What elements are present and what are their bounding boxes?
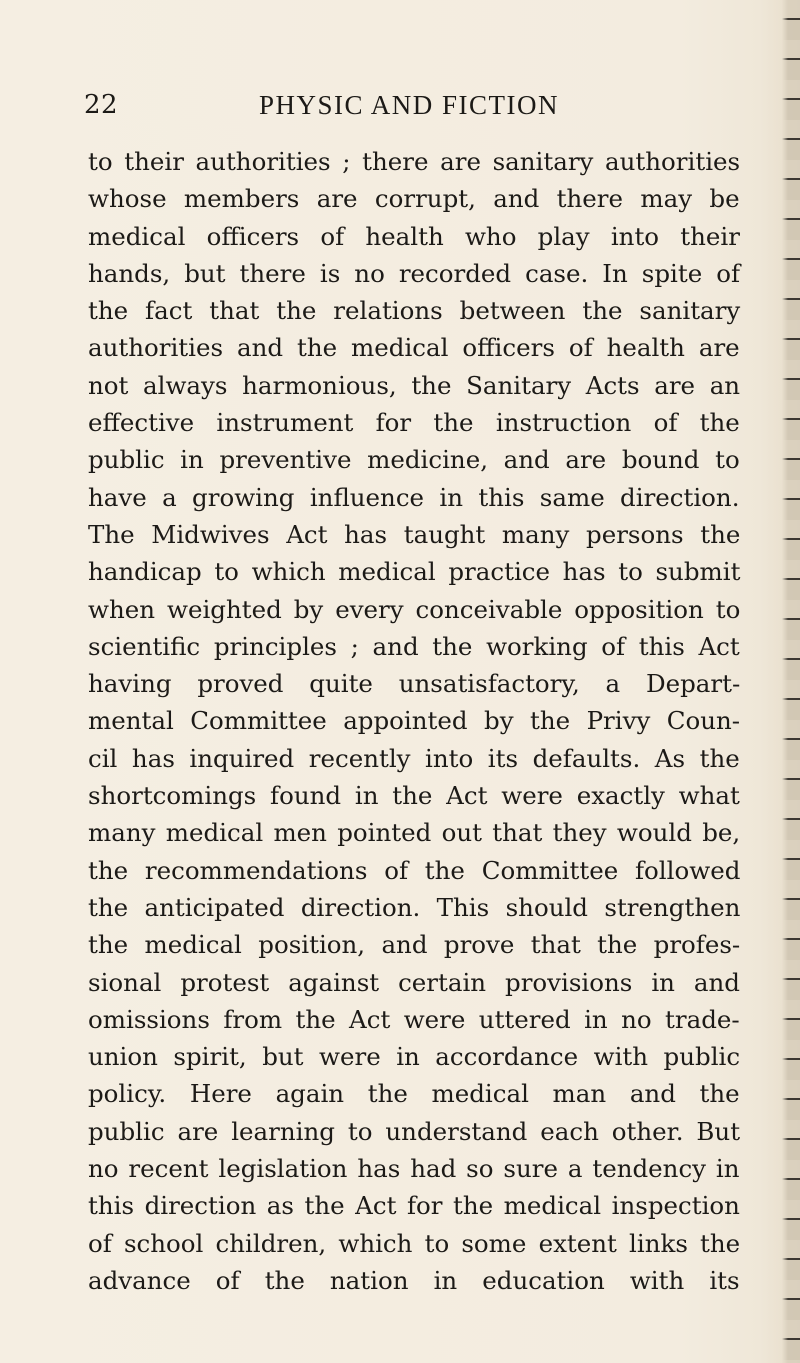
running-title: PHYSIC AND FICTION [258,90,560,120]
text-line: no recent legislation has had so sure a tendency in [88,1154,740,1184]
text-line: public are learning to understand each other. But [88,1116,741,1146]
text-line: having proved quite unsatisfactory, a Depart- [88,669,741,699]
text-line: not always harmonious, the Sanitary Acts are an [88,370,741,400]
text-line: sional protest against certain provisions in and [88,967,740,997]
text-line: whose members are corrupt, and there may be [88,184,740,214]
text-line: have a growing influence in this same direction. [88,482,740,512]
text-line: the anticipated direction. This should strengthen [88,892,741,922]
text-line: medical officers of health who play into their [88,221,740,251]
text-line: shortcomings found in the Act were exactly what [88,781,740,811]
text-line: The Midwives Act has taught many persons the [88,519,741,549]
text-line: union spirit, but were in accordance with public [88,1042,741,1072]
running-head [84,90,734,130]
text-line: cil has inquired recently into its defaults. As the [88,743,740,773]
text-line: this direction as the Act for the medical inspection [88,1191,740,1221]
text-line: the medical position, and prove that the profes- [88,930,741,960]
text-line: omissions from the Act were uttered in no trade- [88,1004,740,1034]
text-line: the fact that the relations between the sanitary [88,296,741,326]
body-text [88,143,740,1299]
text-line: to their authorities ; there are sanitary authorities [88,147,741,176]
page-number: 22 [84,90,119,120]
text-line: handicap to which medical practice has to submit [88,557,741,587]
text-line: mental Committee appointed by the Privy Coun- [88,706,741,736]
text-line: of school children, which to some extent links the [88,1228,741,1258]
text-line: many medical men pointed out that they would be, [88,818,741,848]
text-line: policy. Here again the medical man and the [88,1079,740,1109]
text-line: when weighted by every conceivable opposition to [88,594,741,624]
text-line: authorities and the medical officers of health are [88,333,740,363]
text-line: public in preventive medicine, and are bound to [88,445,740,475]
text-line: advance of the nation in education with its [88,1265,740,1295]
page-edge-shadow [782,0,800,1363]
text-line: effective instrument for the instruction of the [88,408,740,438]
text-line: hands, but there is no recorded case. In spite of [88,258,741,288]
text-line: the recommendations of the Committee followed [88,855,741,885]
text-line: scientific principles ; and the working of this Act [88,631,740,661]
